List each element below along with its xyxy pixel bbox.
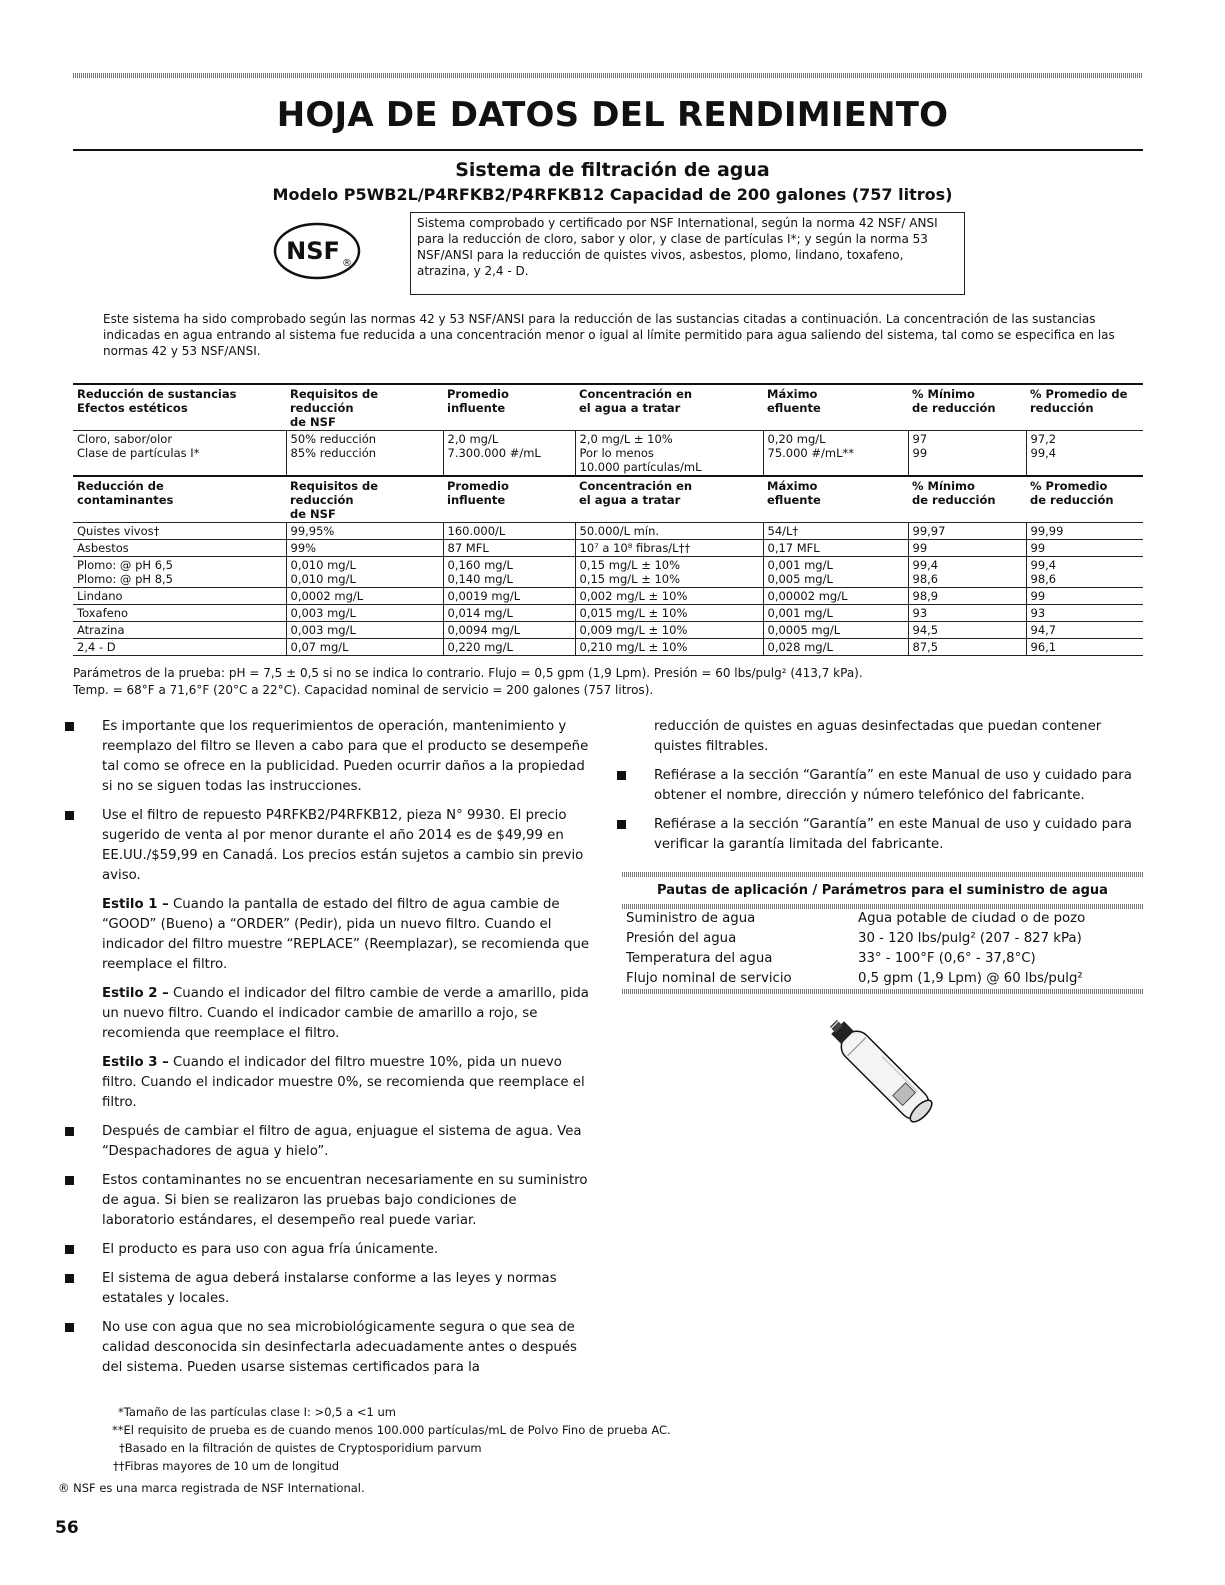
table-cell: 0,028 mg/L	[763, 639, 908, 656]
table-cell: 54/L†	[763, 523, 908, 540]
table-cell: 0,010 mg/L 0,010 mg/L	[286, 557, 443, 588]
table-cell: 0,0002 mg/L	[286, 588, 443, 605]
table-cell: 96,1	[1026, 639, 1143, 656]
table-cell: 94,7	[1026, 622, 1143, 639]
table-header-cell: % Promedio de reducción	[1026, 476, 1143, 523]
bullet-replacement-filter: Use el filtro de repuesto P4RFKB2/P4RFKB12, pieza N° 9930. El precio sugerido de venta al por menor durante el año 2014 es de $49,99 en EE.UU./$59,99 en Canadá. Los precios están sujetos a cambio sin previo aviso.	[65, 806, 590, 886]
table-cell: 0,001 mg/L 0,005 mg/L	[763, 557, 908, 588]
table-cell: 2,0 mg/L ± 10% Por lo menos 10.000 partículas/mL	[575, 431, 763, 477]
table-cell: 0,160 mg/L 0,140 mg/L	[443, 557, 575, 588]
table-cell: 0,15 mg/L ± 10% 0,15 mg/L ± 10%	[575, 557, 763, 588]
model-line: Modelo P5WB2L/P4RFKB2/P4RFKB12 Capacidad de 200 galones (757 litros)	[272, 185, 953, 204]
bullet-unsafe-water: No use con agua que no sea microbiológicamente segura o que sea de calidad desconocida sin desinfectarla adecuadamente antes o después del sistema. Pueden usarse sistemas certificados para la	[65, 1318, 590, 1378]
table-header-cell: Máximo efluente	[763, 384, 908, 431]
table-cell: 160.000/L	[443, 523, 575, 540]
table-cell: 87 MFL	[443, 540, 575, 557]
table-row	[73, 605, 1143, 622]
table-cell: 0,0019 mg/L	[443, 588, 575, 605]
style-3-paragraph: Estilo 3 – Cuando el indicador del filtro muestre 10%, pida un nuevo filtro. Cuando el indicador muestre 0%, se recomienda que reemplace el filtro.	[102, 1055, 585, 1110]
table-cell: 99	[1026, 588, 1143, 605]
intro-paragraph: Este sistema ha sido comprobado según las normas 42 y 53 NSF/ANSI para la reducción de las sustancias citadas a continuación. La concentración de las sustancias indicadas en agua entrando al sistema fue reducida a una concentración menor o igual al límite permitido para agua saliendo del sistema, tal como se especifica en las normas 42 y 53 NSF/ANSI.	[103, 312, 1115, 358]
table-row	[73, 639, 1143, 656]
bullet-square-icon	[65, 1127, 74, 1136]
continued-text: reducción de quistes en aguas desinfectadas que puedan contener quistes filtrables.	[654, 719, 1102, 754]
table-row	[73, 431, 1143, 477]
bullet-operation: Es importante que los requerimientos de operación, mantenimiento y reemplazo del filtro se lleven a cabo para que el producto se desempeñe tal como se ofrece en la publicidad. Pueden ocurrir daños a la propiedad si no se siguen todas las instrucciones.	[65, 717, 590, 797]
footnote-fibers: ††Fibras mayores de 10 um de longitud	[113, 1459, 340, 1473]
performance-table	[73, 383, 1143, 656]
footnote-trademark: ® NSF es una marca registrada de NSF International.	[58, 1481, 365, 1495]
top-hatch-rule	[73, 73, 1143, 78]
table-cell: 99,4 98,6	[1026, 557, 1143, 588]
bullet-flush-system: Después de cambiar el filtro de agua, enjuague el sistema de agua. Vea “Despachadores de agua y hielo”.	[65, 1122, 590, 1162]
table-header-cell: Reducción de sustancias Efectos estéticos	[73, 384, 286, 431]
table-cell: 0,002 mg/L ± 10%	[575, 588, 763, 605]
water-filter-illustration	[810, 1020, 960, 1130]
guidelines-row: Temperatura del agua 33° - 100°F (0,6° - 37,8°C)	[626, 951, 1036, 966]
table-cell: 99,97	[908, 523, 1026, 540]
svg-text:NSF: NSF	[286, 237, 340, 265]
test-parameters	[73, 665, 1143, 699]
table-cell: 99%	[286, 540, 443, 557]
table-header-cell: Concentración en el agua a tratar	[575, 384, 763, 431]
bullet-cold-water: El producto es para uso con agua fría únicamente.	[65, 1240, 590, 1260]
bullet-square-icon	[65, 1176, 74, 1185]
title-rule	[73, 149, 1143, 151]
page-title: HOJA DE DATOS DEL RENDIMIENTO	[276, 95, 949, 135]
table-cell: 0,001 mg/L	[763, 605, 908, 622]
table-row	[73, 622, 1143, 639]
table-cell: Lindano	[73, 588, 286, 605]
table-cell: 0,014 mg/L	[443, 605, 575, 622]
bullet-square-icon	[65, 722, 74, 731]
footnote-test-dust: **El requisito de prueba es de cuando menos 100.000 partículas/mL de Polvo Fino de prueba AC.	[112, 1423, 671, 1437]
certification-box: Sistema comprobado y certificado por NSF International, según la norma 42 NSF/ ANSI para la reducción de cloro, sabor y olor, y clase de partículas I*; y según la norma 53 NSF/ANSI para la reducción de quistes vivos, asbestos, plomo, lindano, toxafeno, atrazina, y 2,4 - D.	[410, 212, 965, 295]
table-cell: 97,2 99,4	[1026, 431, 1143, 477]
section-subtitle: Sistema de filtración de agua	[455, 159, 770, 181]
table-cell: 0,220 mg/L	[443, 639, 575, 656]
table-cell: 98,9	[908, 588, 1026, 605]
table-row	[73, 540, 1143, 557]
table-cell: 0,003 mg/L	[286, 622, 443, 639]
table-header-cell: Máximo efluente	[763, 476, 908, 523]
bullet-square-icon	[617, 820, 626, 829]
table-cell: Asbestos	[73, 540, 286, 557]
test-parameters-line1: Parámetros de la prueba: pH = 7,5 ± 0,5 si no se indica lo contrario. Flujo = 0,5 gpm (1,9 Lpm). Presión = 60 lbs/pulg² (413,7 kPa).	[73, 666, 863, 680]
bullet-warranty-contact: Refiérase a la sección “Garantía” en este Manual de uso y cuidado para obtener el nombre, dirección y número telefónico del fabricante.	[617, 766, 1147, 806]
table-cell: 97 99	[908, 431, 1026, 477]
table-header-cell: Requisitos de reducción de NSF	[286, 384, 443, 431]
table-header-cell: Requisitos de reducción de NSF	[286, 476, 443, 523]
bullet-square-icon	[65, 811, 74, 820]
style-2-paragraph: Estilo 2 – Cuando el indicador del filtro cambie de verde a amarillo, pida un nuevo filtro. Cuando el indicador cambie de amarillo a rojo, se recomienda que reemplace el filtro.	[102, 986, 589, 1041]
table-cell: 99,95%	[286, 523, 443, 540]
table-cell: 99,4 98,6	[908, 557, 1026, 588]
table-cell: 0,015 mg/L ± 10%	[575, 605, 763, 622]
table-cell: 0,17 MFL	[763, 540, 908, 557]
table-header-cell: Concentración en el agua a tratar	[575, 476, 763, 523]
table-cell: Cloro, sabor/olor Clase de partículas I*	[73, 431, 286, 477]
table-cell: 0,0005 mg/L	[763, 622, 908, 639]
bullet-square-icon	[65, 1323, 74, 1332]
bullet-install-laws: El sistema de agua deberá instalarse conforme a las leyes y normas estatales y locales.	[65, 1269, 590, 1309]
left-bullet-list	[65, 717, 590, 1387]
nsf-logo	[273, 222, 361, 280]
guidelines-row: Suministro de agua Agua potable de ciudad o de pozo	[626, 911, 1086, 926]
bullet-square-icon	[617, 771, 626, 780]
table-cell: 93	[908, 605, 1026, 622]
table-cell: Plomo: @ pH 6,5 Plomo: @ pH 8,5	[73, 557, 286, 588]
table-cell: Quistes vivos†	[73, 523, 286, 540]
application-guidelines	[622, 872, 1143, 994]
table-row	[73, 588, 1143, 605]
table-cell: 99	[1026, 540, 1143, 557]
table-cell: 50.000/L mín.	[575, 523, 763, 540]
bullet-contaminants: Estos contaminantes no se encuentran necesariamente en su suministro de agua. Si bien se realizaron las pruebas bajo condiciones de laboratorio estándares, el desempeño real puede variar.	[65, 1171, 590, 1231]
table-cell: Toxafeno	[73, 605, 286, 622]
table-header-cell: Reducción de contaminantes	[73, 476, 286, 523]
bullet-square-icon	[65, 1245, 74, 1254]
table-cell: 0,20 mg/L 75.000 #/mL**	[763, 431, 908, 477]
table-cell: 0,210 mg/L ± 10%	[575, 639, 763, 656]
table-cell: 93	[1026, 605, 1143, 622]
table-cell: 99	[908, 540, 1026, 557]
table-cell: Atrazina	[73, 622, 286, 639]
table-cell: 94,5	[908, 622, 1026, 639]
svg-text:®: ®	[342, 258, 352, 269]
right-bullet-list	[617, 717, 1147, 864]
table-header-cell: % Mínimo de reducción	[908, 384, 1026, 431]
table-row	[73, 557, 1143, 588]
table-cell: 0,009 mg/L ± 10%	[575, 622, 763, 639]
guidelines-row: Flujo nominal de servicio 0,5 gpm (1,9 Lpm) @ 60 lbs/pulg²	[626, 971, 1083, 986]
bullet-warranty-limited: Refiérase a la sección “Garantía” en este Manual de uso y cuidado para verificar la garantía limitada del fabricante.	[617, 815, 1147, 855]
table-cell: 0,0094 mg/L	[443, 622, 575, 639]
guidelines-title: Pautas de aplicación / Parámetros para el suministro de agua	[657, 883, 1108, 898]
guidelines-table	[622, 909, 1143, 989]
footnote-cryptosporidium: †Basado en la filtración de quistes de Cryptosporidium parvum	[119, 1441, 482, 1455]
table-header-cell: % Promedio de reducción	[1026, 384, 1143, 431]
bullet-square-icon	[65, 1274, 74, 1283]
table-header-contaminants	[73, 476, 1143, 523]
table-cell: 10⁷ a 10⁸ fibras/L††	[575, 540, 763, 557]
guidelines-hatch-bottom	[622, 989, 1143, 994]
test-parameters-line2: Temp. = 68°F a 71,6°F (20°C a 22°C). Capacidad nominal de servicio = 200 galones (757 litros).	[73, 683, 654, 697]
table-header-cell: Promedio influente	[443, 476, 575, 523]
table-cell: 87,5	[908, 639, 1026, 656]
footnote-particles: *Tamaño de las partículas clase I: >0,5 a <1 um	[118, 1405, 396, 1419]
table-cell: 0,003 mg/L	[286, 605, 443, 622]
table-cell: 50% reducción 85% reducción	[286, 431, 443, 477]
style-1-paragraph: Estilo 1 – Cuando la pantalla de estado del filtro de agua cambie de “GOOD” (Bueno) a “ORDER” (Pedir), pida un nuevo filtro. Cuando el indicador del filtro muestre “REPLACE” (Reemplazar), se recomienda que reemplace el filtro.	[102, 897, 590, 972]
table-header-aesthetic	[73, 384, 1143, 431]
table-row	[73, 523, 1143, 540]
table-cell: 0,00002 mg/L	[763, 588, 908, 605]
table-cell: 99,99	[1026, 523, 1143, 540]
footnotes	[58, 1403, 785, 1497]
table-header-cell: % Mínimo de reducción	[908, 476, 1026, 523]
table-cell: 0,07 mg/L	[286, 639, 443, 656]
guidelines-row: Presión del agua 30 - 120 lbs/pulg² (207 - 827 kPa)	[626, 931, 1082, 946]
table-cell: 2,4 - D	[73, 639, 286, 656]
page-number: 56	[55, 1518, 79, 1538]
table-cell: 2,0 mg/L 7.300.000 #/mL	[443, 431, 575, 477]
table-header-cell: Promedio influente	[443, 384, 575, 431]
